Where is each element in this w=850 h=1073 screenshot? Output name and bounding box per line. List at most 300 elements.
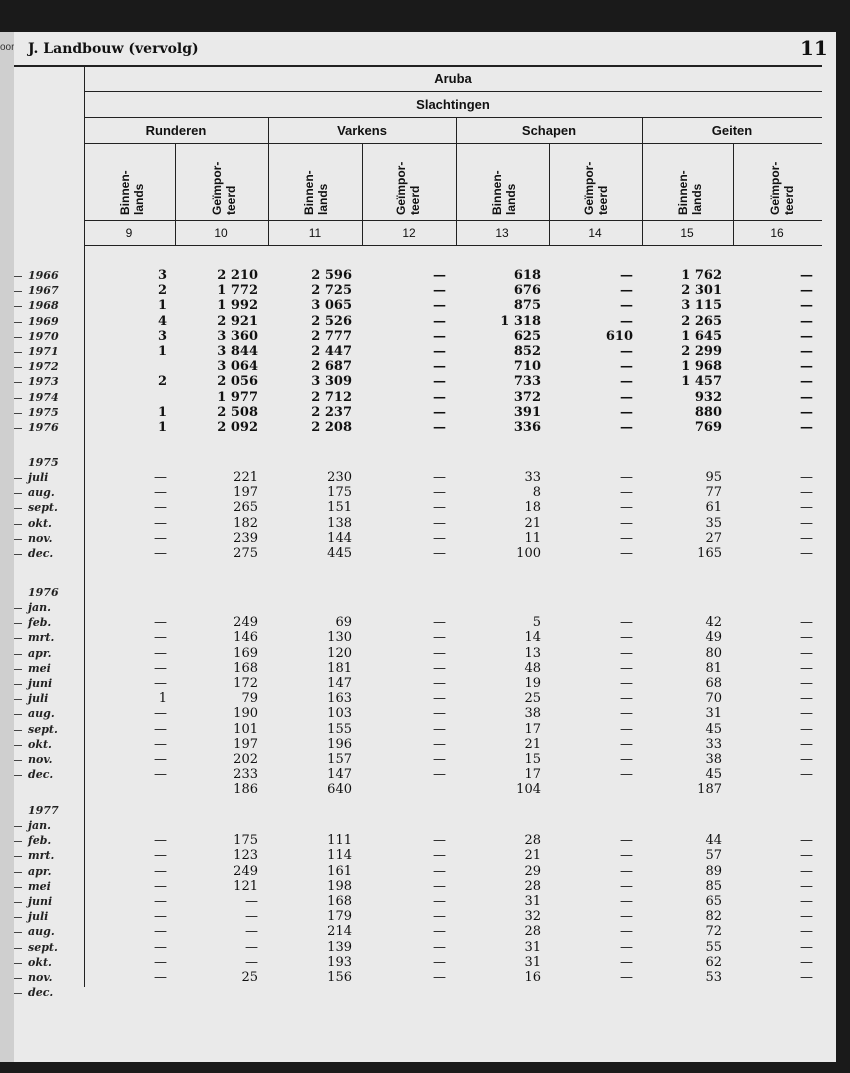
table-cell: 3 309 — [311, 374, 352, 390]
row-tick — [14, 367, 22, 368]
table-cell: 233 — [233, 767, 258, 783]
table-cell: — — [800, 615, 813, 631]
table-cell: 640 — [327, 782, 352, 798]
row-tick — [14, 826, 22, 827]
table-cell: — — [245, 924, 258, 940]
table-cell: 77 — [705, 485, 722, 501]
table-cell: 55 — [705, 939, 722, 955]
section-title: J. Landbouw (vervolg) — [28, 41, 199, 57]
row-tick — [14, 669, 22, 670]
table-cell: — — [433, 530, 446, 546]
table-cell: — — [620, 546, 633, 561]
table-cell: 123 — [233, 848, 258, 864]
table-cell: 2 237 — [311, 404, 352, 420]
table-cell: — — [154, 630, 167, 646]
table-cell: 2 — [157, 283, 167, 299]
table-cell: — — [800, 500, 813, 516]
table-cell: 445 — [327, 546, 352, 561]
row-tick — [14, 948, 22, 949]
table-cell: — — [620, 530, 633, 546]
table-cell: — — [800, 706, 813, 722]
table-cell: 2 210 — [217, 268, 258, 283]
table-cell: 3 064 — [217, 359, 258, 375]
column-number: 10 — [214, 226, 228, 240]
row-tick — [14, 699, 22, 700]
table-cell: — — [800, 485, 813, 501]
table-cell: 372 — [513, 389, 541, 405]
table-cell: — — [800, 283, 813, 299]
table-cell: 2 299 — [681, 344, 722, 359]
table-cell: — — [154, 470, 167, 485]
table-cell: 79 — [241, 691, 258, 707]
row-period: sept. — [28, 501, 58, 515]
table-cell: 618 — [513, 268, 541, 283]
row-tick — [14, 493, 22, 494]
row-period: 1966 — [28, 269, 59, 282]
edge-text: oor — [0, 42, 15, 53]
table-cell: 2 056 — [217, 374, 258, 390]
row-period: apr. — [28, 864, 52, 878]
column-number: 12 — [402, 226, 416, 240]
category-title: Slachtingen — [416, 97, 490, 112]
row-period: nov. — [28, 971, 53, 984]
row-period: juni — [28, 895, 53, 908]
table-cell: 144 — [327, 530, 352, 546]
table-cell: — — [154, 894, 167, 909]
column-number: 15 — [680, 226, 694, 240]
table-cell: — — [433, 389, 446, 405]
row-period: 1973 — [28, 375, 59, 389]
row-period: sept. — [28, 940, 58, 954]
table-cell: 21 — [524, 736, 541, 752]
table-cell: 53 — [705, 970, 722, 985]
table-cell: — — [620, 268, 633, 283]
table-cell: 104 — [516, 782, 541, 798]
table-cell: — — [620, 736, 633, 752]
row-period: 1974 — [28, 390, 59, 404]
table-cell: — — [154, 752, 167, 767]
table-cell: 2 526 — [311, 313, 352, 329]
table-cell: 2 508 — [217, 404, 258, 420]
table-cell: — — [433, 485, 446, 501]
column-label-line: teerd — [224, 185, 238, 215]
table-cell: 146 — [233, 630, 258, 646]
row-tick — [14, 654, 22, 655]
row-tick — [14, 352, 22, 353]
table-cell: 175 — [233, 833, 258, 849]
column-label-line: teerd — [782, 185, 796, 215]
table-cell: 80 — [705, 645, 722, 661]
row-tick — [14, 623, 22, 624]
table-cell: 336 — [513, 420, 541, 435]
row-tick — [14, 963, 22, 964]
table-cell: — — [433, 313, 446, 329]
table-cell: 2 — [157, 374, 167, 390]
table-cell: 1 762 — [681, 268, 722, 283]
table-cell: 4 — [157, 313, 167, 329]
table-cell: 880 — [694, 404, 722, 420]
table-cell: 62 — [705, 954, 722, 970]
table-cell: — — [620, 970, 633, 985]
row-period: mrt. — [28, 849, 55, 863]
table-cell: — — [433, 660, 446, 676]
row-period: 1976 — [28, 421, 59, 434]
group-geiten: Geiten — [711, 123, 753, 138]
column-label-line: Geïmpor- — [582, 161, 596, 215]
table-cell: 1 645 — [681, 328, 722, 344]
row-tick — [14, 760, 22, 761]
table-cell: — — [620, 909, 633, 925]
row-tick — [14, 917, 22, 918]
table-cell: — — [800, 268, 813, 283]
table-cell: 18 — [524, 500, 541, 516]
row-period: nov. — [28, 753, 53, 766]
region-title: Aruba — [434, 71, 472, 86]
table-cell: 239 — [233, 530, 258, 546]
table-cell: — — [433, 752, 446, 767]
column-number: 16 — [770, 226, 784, 240]
row-period: jan. — [28, 819, 51, 832]
table-cell: — — [154, 848, 167, 864]
table-cell: — — [154, 833, 167, 849]
table-cell: — — [433, 691, 446, 707]
table-cell: — — [154, 970, 167, 985]
table-cell: 16 — [524, 970, 541, 985]
table-cell: — — [433, 283, 446, 299]
row-period: aug. — [28, 486, 55, 500]
table-cell: — — [800, 863, 813, 879]
table-cell: 2 777 — [311, 328, 352, 344]
column-number: 14 — [588, 226, 602, 240]
row-period: juni — [28, 677, 53, 690]
table-cell: 1 318 — [500, 313, 541, 329]
table-cell: 2 208 — [311, 420, 352, 435]
table-cell: 103 — [327, 706, 352, 722]
table-cell: 179 — [327, 909, 352, 925]
table-cell: — — [620, 924, 633, 940]
table-cell: 61 — [705, 500, 722, 516]
table-cell: — — [433, 470, 446, 485]
table-cell: 31 — [524, 939, 541, 955]
table-cell: — — [433, 359, 446, 375]
table-cell: — — [620, 298, 633, 314]
row-tick — [14, 978, 22, 979]
row-period: 1970 — [28, 329, 59, 343]
table-cell: — — [433, 736, 446, 752]
table-cell: — — [800, 736, 813, 752]
table-cell: — — [800, 645, 813, 661]
table-cell: — — [800, 420, 813, 435]
table-cell: 249 — [233, 863, 258, 879]
row-period: juli — [28, 692, 49, 706]
row-tick — [14, 322, 22, 323]
table-cell: — — [800, 660, 813, 676]
table-cell: — — [154, 954, 167, 970]
table-cell: — — [433, 924, 446, 940]
table-cell: 114 — [327, 848, 352, 864]
block-label: 1977 — [28, 803, 59, 817]
table-cell: — — [433, 676, 446, 691]
table-cell: — — [154, 878, 167, 894]
table-cell: 32 — [524, 909, 541, 925]
table-cell: 65 — [705, 894, 722, 909]
table-cell: 198 — [327, 878, 352, 894]
row-period: 1967 — [28, 284, 59, 298]
table-cell: — — [620, 676, 633, 691]
table-cell: 710 — [513, 359, 541, 375]
table-cell: — — [154, 676, 167, 691]
row-period: jan. — [28, 601, 51, 614]
column-label-line: lands — [132, 183, 146, 215]
table-cell: 31 — [524, 894, 541, 909]
table-cell: — — [800, 767, 813, 783]
table-cell: — — [433, 328, 446, 344]
table-cell: — — [620, 359, 633, 375]
table-cell: 1 968 — [681, 359, 722, 375]
table-cell: 14 — [524, 630, 541, 646]
table-cell: 28 — [524, 878, 541, 894]
table-cell: 1 977 — [217, 389, 258, 405]
row-tick — [14, 872, 22, 873]
table-cell: — — [800, 752, 813, 767]
group-varkens: Varkens — [337, 123, 387, 138]
table-cell: 181 — [327, 660, 352, 676]
table-cell: 391 — [513, 404, 541, 420]
table-cell: 28 — [524, 924, 541, 940]
row-period: feb. — [28, 834, 52, 848]
table-cell: — — [433, 894, 446, 909]
table-cell: — — [433, 767, 446, 783]
table-cell: — — [433, 721, 446, 737]
row-tick — [14, 714, 22, 715]
row-period: aug. — [28, 707, 55, 721]
column-label-line: Geïmpor- — [394, 161, 408, 215]
table-cell: — — [433, 878, 446, 894]
table-cell: 769 — [694, 420, 722, 435]
table-cell: 5 — [532, 615, 541, 631]
row-tick — [14, 398, 22, 399]
row-period: dec. — [28, 547, 54, 560]
table-cell: 21 — [524, 848, 541, 864]
table-cell: — — [620, 767, 633, 783]
table-cell: 45 — [705, 721, 722, 737]
table-cell: — — [620, 500, 633, 516]
row-tick — [14, 684, 22, 685]
table-cell: — — [800, 389, 813, 405]
table-cell: 1 — [157, 404, 167, 420]
row-period: okt. — [28, 737, 52, 751]
table-cell: — — [433, 645, 446, 661]
table-cell: — — [800, 833, 813, 849]
table-cell: 169 — [233, 645, 258, 661]
table-cell: — — [800, 970, 813, 985]
column-label-line: Binnen- — [118, 170, 132, 215]
column-label-line: teerd — [408, 185, 422, 215]
table-cell: — — [154, 736, 167, 752]
row-tick — [14, 554, 22, 555]
table-cell: — — [154, 924, 167, 940]
table-cell: 101 — [233, 721, 258, 737]
table-cell: — — [154, 500, 167, 516]
table-cell: 69 — [335, 615, 352, 631]
row-tick — [14, 276, 22, 277]
table-cell: — — [154, 660, 167, 676]
table-cell: 275 — [233, 546, 258, 561]
table-cell: 249 — [233, 615, 258, 631]
table-cell: — — [620, 752, 633, 767]
group-schapen: Schapen — [521, 123, 577, 138]
table-cell: 2 712 — [311, 389, 352, 405]
block-label: 1975 — [28, 455, 59, 469]
table-cell: 48 — [524, 660, 541, 676]
table-cell: — — [800, 691, 813, 707]
row-tick — [14, 428, 22, 429]
row-period: okt. — [28, 516, 52, 530]
table-cell: 182 — [233, 515, 258, 531]
table-cell: — — [800, 328, 813, 344]
table-cell: 2 447 — [311, 344, 352, 359]
table-cell: — — [154, 939, 167, 955]
table-cell: — — [620, 630, 633, 646]
table-cell: — — [620, 954, 633, 970]
table-cell: — — [620, 848, 633, 864]
row-tick — [14, 524, 22, 525]
table-cell: — — [620, 283, 633, 299]
table-cell: — — [620, 706, 633, 722]
row-period: feb. — [28, 616, 52, 630]
table-cell: 3 844 — [217, 344, 258, 359]
table-cell: — — [154, 515, 167, 531]
table-cell: 17 — [524, 767, 541, 783]
block-label: 1976 — [28, 585, 59, 599]
table-cell: — — [154, 615, 167, 631]
row-tick — [14, 856, 22, 857]
row-period: apr. — [28, 646, 52, 660]
table-cell: — — [620, 721, 633, 737]
table-cell: — — [433, 863, 446, 879]
table-cell: — — [620, 485, 633, 501]
row-tick — [14, 508, 22, 509]
table-cell: 95 — [705, 470, 722, 485]
row-tick — [14, 291, 22, 292]
table-cell: 31 — [705, 706, 722, 722]
table-cell: — — [154, 530, 167, 546]
row-period: mei — [28, 661, 51, 675]
table-cell: — — [800, 894, 813, 909]
table-cell: — — [433, 630, 446, 646]
table-cell: — — [620, 515, 633, 531]
row-tick — [14, 337, 22, 338]
column-label-line: lands — [504, 183, 518, 215]
table-cell: — — [800, 404, 813, 420]
table-cell: — — [433, 515, 446, 531]
row-period: 1975 — [28, 405, 59, 419]
row-tick — [14, 730, 22, 731]
table-cell: — — [245, 894, 258, 909]
row-period: nov. — [28, 531, 53, 545]
table-cell: — — [245, 954, 258, 970]
table-cell: — — [800, 515, 813, 531]
row-tick — [14, 638, 22, 639]
row-period: 1969 — [28, 314, 59, 328]
table-cell: 161 — [327, 863, 352, 879]
table-cell: 27 — [705, 530, 722, 546]
table-cell: 932 — [694, 389, 722, 405]
table-cell: — — [433, 954, 446, 970]
table-cell: — — [433, 268, 446, 283]
table-cell: — — [154, 721, 167, 737]
page-number: 11 — [800, 36, 828, 60]
table-cell: — — [800, 359, 813, 375]
row-period: dec. — [28, 768, 54, 782]
row-tick — [14, 539, 22, 540]
table-cell: — — [620, 374, 633, 390]
row-period: 1968 — [28, 299, 59, 313]
table-cell: — — [800, 954, 813, 970]
table-cell: 2 265 — [681, 313, 722, 329]
table-cell: 175 — [327, 485, 352, 501]
row-tick — [14, 608, 22, 609]
table-cell: 1 — [157, 420, 167, 435]
table-cell: — — [154, 767, 167, 783]
table-cell: 1 — [158, 691, 167, 707]
row-period: juli — [28, 471, 49, 484]
row-period: 1971 — [28, 345, 59, 358]
table-cell: — — [620, 615, 633, 631]
table-cell: 2 921 — [217, 313, 258, 329]
table-cell: 676 — [513, 283, 541, 299]
table-cell: 72 — [705, 924, 722, 940]
table-cell: 1 457 — [681, 374, 722, 390]
table-cell: 147 — [327, 767, 352, 783]
table-cell: — — [154, 706, 167, 722]
row-tick — [14, 382, 22, 383]
row-tick — [14, 478, 22, 479]
table-cell: 852 — [513, 344, 541, 359]
table-cell: 120 — [327, 645, 352, 661]
table-cell: 156 — [327, 970, 352, 985]
table-cell: 8 — [532, 485, 541, 501]
table-cell: 168 — [233, 660, 258, 676]
table-cell: — — [433, 833, 446, 849]
table-cell: — — [620, 894, 633, 909]
row-period: mrt. — [28, 631, 55, 645]
table-cell: 13 — [524, 645, 541, 661]
row-tick — [14, 902, 22, 903]
row-period: juli — [28, 910, 49, 924]
column-label-line: teerd — [596, 185, 610, 215]
table-cell: — — [433, 970, 446, 985]
table-cell: — — [800, 878, 813, 894]
table-cell: 38 — [705, 752, 722, 767]
column-label-line: Binnen- — [490, 170, 504, 215]
column-label-line: Binnen- — [302, 170, 316, 215]
table-cell: 2 301 — [681, 283, 722, 299]
table-cell: 733 — [513, 374, 541, 390]
table-cell: 186 — [233, 782, 258, 798]
table-cell: 168 — [327, 894, 352, 909]
table-cell: 147 — [327, 676, 352, 691]
table-cell: 2 596 — [311, 268, 352, 283]
table-cell: — — [620, 645, 633, 661]
table-cell: — — [800, 676, 813, 691]
table-cell: 138 — [327, 515, 352, 531]
table-cell: 3 — [157, 268, 167, 283]
table-cell: — — [154, 546, 167, 561]
row-tick — [14, 932, 22, 933]
table-cell: 139 — [327, 939, 352, 955]
table-cell: 130 — [327, 630, 352, 646]
